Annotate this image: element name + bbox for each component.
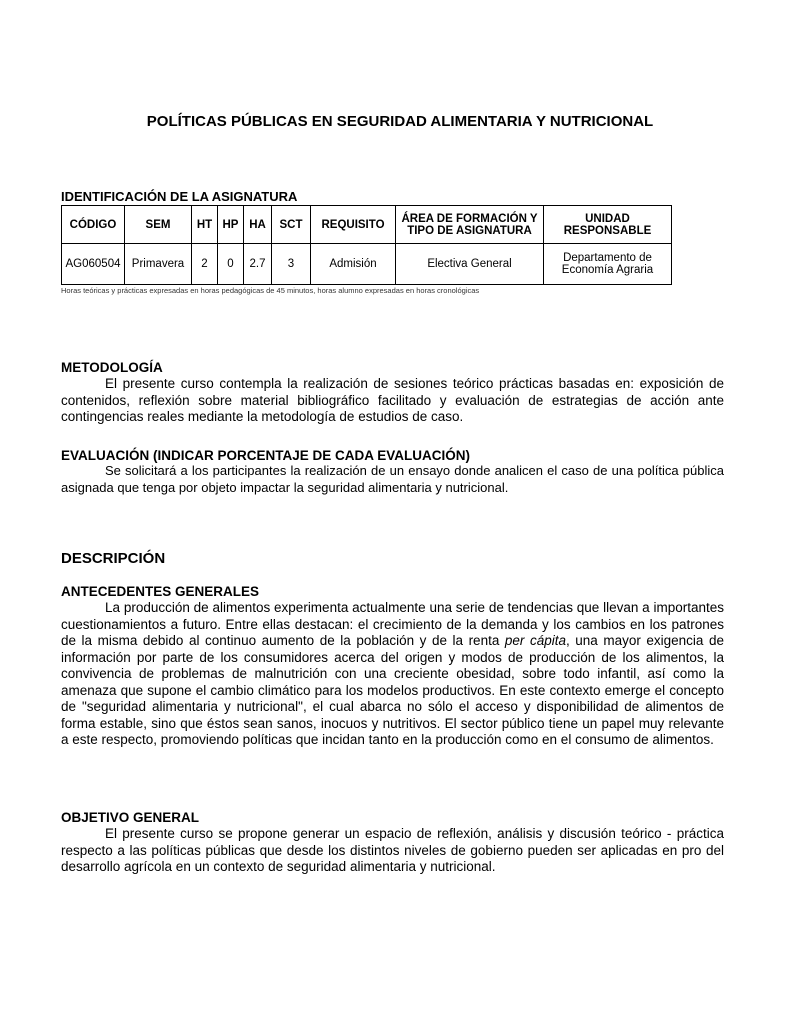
metodologia-heading: METODOLOGÍA xyxy=(61,360,163,375)
identificacion-heading: IDENTIFICACIÓN DE LA ASIGNATURA xyxy=(61,189,298,204)
cell-sct: 3 xyxy=(272,244,311,285)
header-unidad: UNIDAD RESPONSABLE xyxy=(544,206,672,244)
cell-ht: 2 xyxy=(192,244,218,285)
evaluacion-text: Se solicitará a los participantes la realización de un ensayo donde analicen el caso de una política pública asignada que tenga por objeto impactar la seguridad alimentaria y nutricional. xyxy=(61,463,724,495)
cell-ha: 2.7 xyxy=(244,244,272,285)
header-requisito: REQUISITO xyxy=(311,206,396,244)
antecedentes-text-part: , una mayor exigencia de información por parte de los consumidores acerca del origen y modos de producción de los alimentos, la convivencia de problemas de malnutrición con una creciente obesidad, sobre todo infantil, así como la amenaza que supone el cambio climático para los modelos productivos. En este contexto emerge el concepto de "seguridad alimentaria y nutricional", el cual abarca no sólo el acceso y disponibilidad de alimentos de forma estable, sino que éstos sean sanos, inocuos y nutritivos. El sector público tiene un papel muy relevante a este respecto, promoviendo políticas que incidan tanto en la producción como en el consumo de alimentos. xyxy=(61,633,724,747)
per-capita-italic: per cápita xyxy=(504,633,566,648)
antecedentes-text-part: La producción de alimentos experimenta actualmente una serie de tendencias que llevan a importantes cuestionamientos a futuro. Entre ellas destacan: el crecimiento de la demanda y los cambios en los patrones de la misma debido al continuo aumento de la población y de la renta xyxy=(61,600,724,648)
cell-sem: Primavera xyxy=(125,244,192,285)
cell-area: Electiva General xyxy=(396,244,544,285)
descripcion-heading: DESCRIPCIÓN xyxy=(61,550,166,567)
table-row xyxy=(62,244,672,285)
header-area: ÁREA DE FORMACIÓN Y TIPO DE ASIGNATURA xyxy=(396,206,544,244)
header-ha: HA xyxy=(244,206,272,244)
course-table xyxy=(61,205,672,285)
metodologia-text: El presente curso contempla la realización de sesiones teórico prácticas basadas en: exposición de contenidos, reflexión sobre material bibliográfico facilitado y evaluación de estrategias de acción ante contingencias reales mediante la metodología de estudios de caso. xyxy=(61,376,724,424)
cell-requisito: Admisión xyxy=(311,244,396,285)
objetivo-heading: OBJETIVO GENERAL xyxy=(61,810,200,825)
table-note: Horas teóricas y prácticas expresadas en horas pedagógicas de 45 minutos, horas alumno expresadas en horas cronológicas xyxy=(61,286,480,295)
header-sem: SEM xyxy=(125,206,192,244)
antecedentes-text xyxy=(61,600,724,749)
header-sct: SCT xyxy=(272,206,311,244)
cell-codigo: AG060504 xyxy=(62,244,125,285)
document-title: POLÍTICAS PÚBLICAS EN SEGURIDAD ALIMENTARIA Y NUTRICIONAL xyxy=(146,113,654,130)
header-codigo: CÓDIGO xyxy=(62,206,125,244)
cell-unidad: Departamento de Economía Agraria xyxy=(544,244,672,285)
antecedentes-heading: ANTECEDENTES GENERALES xyxy=(61,584,260,599)
header-hp: HP xyxy=(218,206,244,244)
header-ht: HT xyxy=(192,206,218,244)
cell-hp: 0 xyxy=(218,244,244,285)
table-header-row xyxy=(62,206,672,244)
evaluacion-heading: EVALUACIÓN (INDICAR PORCENTAJE DE CADA EVALUACIÓN) xyxy=(61,448,471,463)
objetivo-text: El presente curso se propone generar un espacio de reflexión, análisis y discusión teórico - práctica respecto a las políticas públicas que desde los distintos niveles de gobierno pueden ser aplicadas en pro del desarrollo agrícola en un contexto de seguridad alimentaria y nutricional. xyxy=(61,826,724,874)
